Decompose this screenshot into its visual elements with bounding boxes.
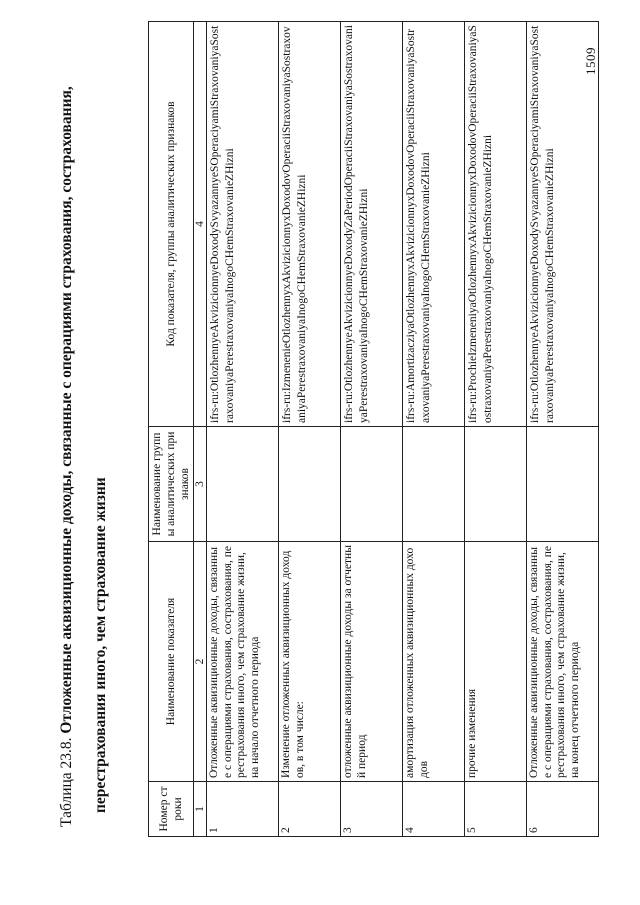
column-number: 1: [194, 782, 207, 837]
caption-title-line1: Отложенные аквизиционные доходы, связанные с операциями страхования, сострахования,: [58, 86, 75, 734]
indicator-code: ifrs-ru:IzmenenieOtlozhennyxAkvizicionnyxDoxodovOperaciiStraxovaniyaSostraxovaniyaPerestraxovaniyaInogoCHemStraxovanieZHizni: [279, 22, 341, 427]
header-row-number: Номер строки: [149, 782, 194, 837]
group-name: [465, 427, 527, 542]
caption-prefix: Таблица 23.8.: [58, 737, 75, 827]
indicator-name: амортизация отложенных аквизиционных доходов: [403, 542, 465, 782]
indicator-code: ifrs-ru:OtlozhennyeAkvizicionnyeDoxodySvyazannyeSOperaciyamiStraxovaniyaSostraxovaniyaPerestraxovaniyaInogoCHemStraxovanieZHizni: [527, 22, 599, 427]
group-name: [207, 427, 279, 542]
group-name: [403, 427, 465, 542]
table-row: [279, 22, 341, 837]
group-name: [279, 427, 341, 542]
row-number: 4: [403, 782, 465, 837]
table-caption: [50, 37, 118, 827]
row-number: 6: [527, 782, 599, 837]
group-name: [527, 427, 599, 542]
table-header-row: [149, 22, 194, 837]
row-number: 3: [341, 782, 403, 837]
indicator-name: прочие изменения: [465, 542, 527, 782]
column-number: 4: [194, 22, 207, 427]
indicator-name: Отложенные аквизиционные доходы, связанные с операциями страхования, сострахования, перестрахования иного, чем страхование жизни, на начало отчетного периода: [207, 542, 279, 782]
table-row: [341, 22, 403, 837]
row-number: 1: [207, 782, 279, 837]
group-name: [341, 427, 403, 542]
indicator-name: Изменение отложенных аквизиционных доходов, в том числе:: [279, 542, 341, 782]
column-number: 2: [194, 542, 207, 782]
indicator-name: Отложенные аквизиционные доходы, связанные с операциями страхования, сострахования, перестрахования иного, чем страхование жизни, на конец отчетного периода: [527, 542, 599, 782]
indicator-code: ifrs-ru:ProchieIzmeneniyaOtlozhennyxAkvizicionnyxDoxodovOperaciiStraxovaniyaSostraxovaniyaPerestraxovaniyaInogoCHemStraxovanieZHizni: [465, 22, 527, 427]
page-number: 1509: [583, 47, 598, 75]
caption-title-line2: перестрахования иного, чем страхование жизни: [92, 477, 109, 813]
header-group-name: Наименование группы аналитических признаков: [149, 427, 194, 542]
table-row: [207, 22, 279, 837]
header-indicator-name: Наименование показателя: [149, 542, 194, 782]
table-row: [403, 22, 465, 837]
table-row: [527, 22, 599, 837]
column-number-row: [194, 22, 207, 837]
indicator-name: отложенные аквизиционные доходы за отчетный период: [341, 542, 403, 782]
row-number: 2: [279, 782, 341, 837]
column-number: 3: [194, 427, 207, 542]
header-code: Код показателя, группы аналитических признаков: [149, 22, 194, 427]
indicator-code: ifrs-ru:OtlozhennyeAkvizicionnyeDoxodyZaPeriodOperaciiStraxovaniyaSostraxovaniyaPerestraxovaniyaInogoCHemStraxovanieZHizni: [341, 22, 403, 427]
indicator-table: [148, 21, 599, 837]
table-row: [465, 22, 527, 837]
indicator-code: ifrs-ru:AmortizacziyaOtlozhennyxAkvizicionnyxDoxodovOperaciiStraxovaniyaSostraxovaniyaPerestraxovaniyaInogoCHemStraxovanieZHizni: [403, 22, 465, 427]
indicator-code: ifrs-ru:OtlozhennyeAkvizicionnyeDoxodySvyazannyeSOperaciyamiStraxovaniyaSostraxovaniyaPerestraxovaniyaInogoCHemStraxovanieZHizni: [207, 22, 279, 427]
row-number: 5: [465, 782, 527, 837]
